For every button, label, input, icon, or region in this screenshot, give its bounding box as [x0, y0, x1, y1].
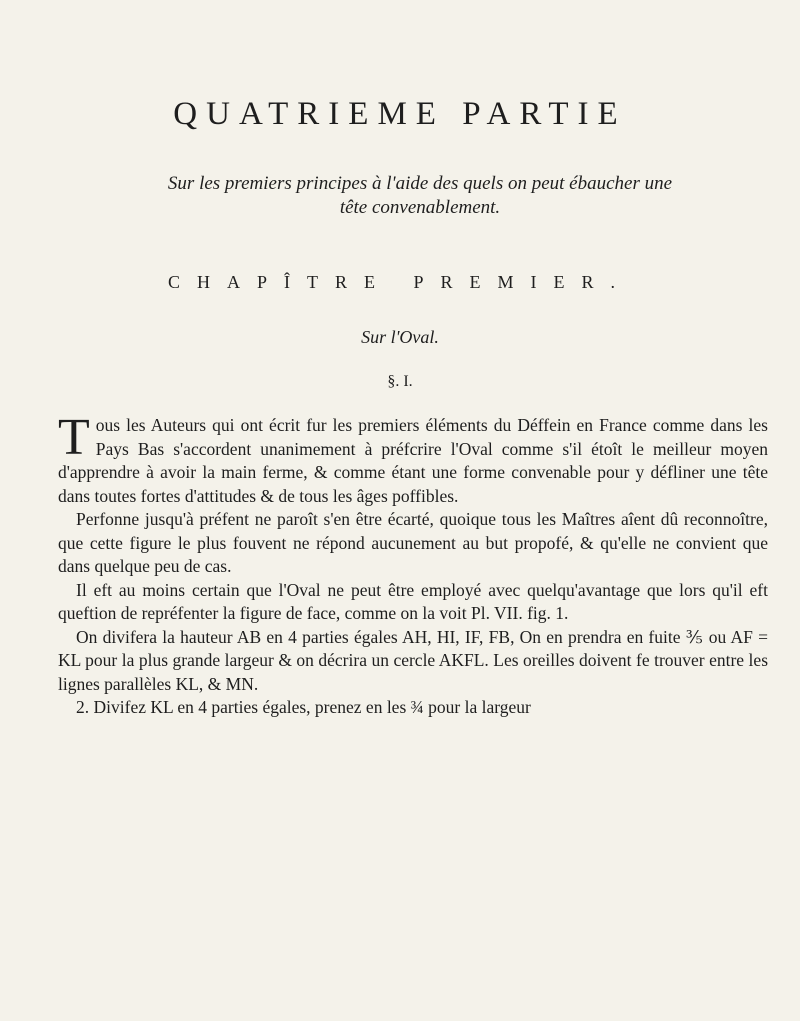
chapter-heading: CHAPÎTRE PREMIER.	[167, 272, 633, 292]
subtitle: Sur les premiers principes à l'aide des quels on peut ébaucher une tête convenablement.	[167, 173, 673, 218]
paragraph-5: 2. Divifez KL en 4 parties égales, prenez en les ¾ pour la largeur	[76, 697, 531, 717]
drop-cap: T	[58, 409, 90, 466]
paragraph-1-text: ous les Auteurs qui ont écrit fur les premiers éléments du Déffein en France comme dans les Pays Bas s'accordent unanimement à préfcrire l'Oval comme s'il étoît le meilleur moyen d'apprendre à avoir la main ferme, & comme étant une forme convenable pour y défliner une tête dans toutes fortes d'attitudes & de tous les âges poffibles.	[58, 415, 768, 506]
paragraph-3: Il eft au moins certain que l'Oval ne peut être employé avec quelqu'avantage que lors qu'il eft queftion de repréfenter la figure de face, comme on la voit Pl. VII. fig. 1.	[58, 579, 768, 623]
section-title: Sur l'Oval.	[361, 327, 439, 347]
body-text	[58, 409, 768, 720]
paragraph-2: Perfonne jusqu'à préfent ne paroît s'en être écarté, quoique tous les Maîtres aîent dû reconnoître, que cette figure le plus fouvent ne répond aucunement au but propofé, & qu'elle ne convient que dans quelque peu de cas.	[58, 509, 768, 576]
part-title: QUATRIEME PARTIE	[173, 96, 627, 132]
paragraph-1	[58, 409, 768, 508]
paragraph-4: On divifera la hauteur AB en 4 parties égales AH, HI, IF, FB, On en prendra en fuite ⅗ ou AF = KL pour la plus grande largeur & on décrira un cercle AKFL. Les oreilles doivent fe trouver entre les lignes parallèles KL, & MN.	[58, 626, 768, 694]
section-mark: §. I.	[387, 373, 413, 390]
